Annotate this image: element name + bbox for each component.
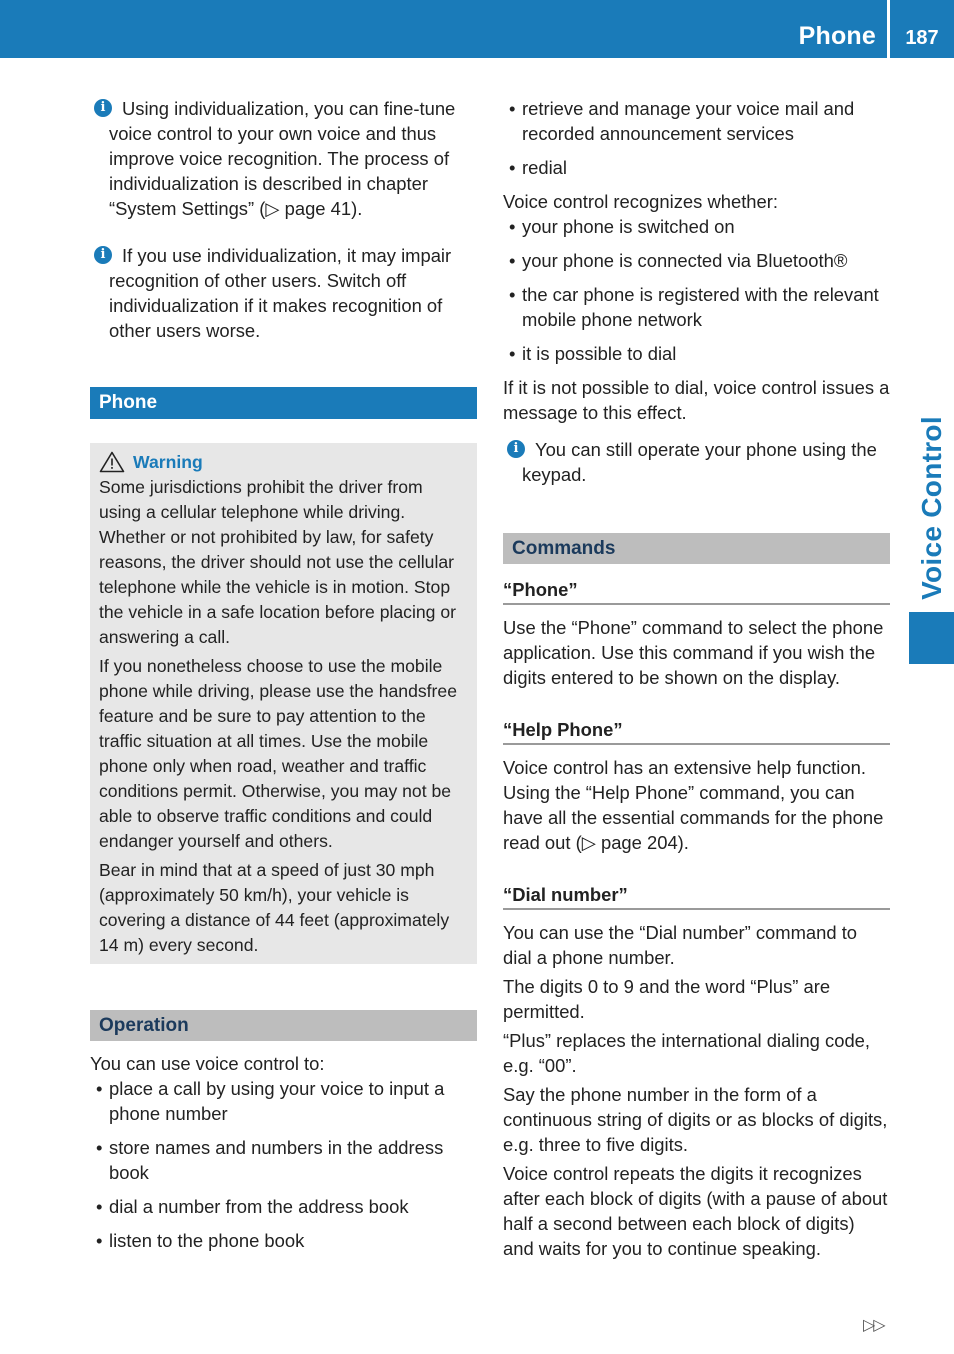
list-item: • place a call by using your voice to input a phone number bbox=[90, 1076, 477, 1126]
operation-list-continued bbox=[503, 96, 890, 180]
info-note-keypad bbox=[503, 437, 890, 487]
command-text: You can use the “Dial number” command to dial a phone number. bbox=[503, 922, 858, 968]
warning-paragraph: If you nonetheless choose to use the mobile phone while driving, please use the handsfree feature and be sure to pay attention to the traffic situation at all times. Use the mobile phone only when road, weather and traffic conditions permit. Otherwise, you may not be able to observe traffic conditions and could endanger yourself and others. bbox=[99, 656, 457, 851]
command-text: Use the “Phone” command to select the phone application. Use this command if you wish the digits entered to be shown on the display. bbox=[503, 617, 884, 688]
section-heading-operation: Operation bbox=[90, 1010, 477, 1041]
info-text: You can still operate your phone using the keypad. bbox=[522, 439, 877, 485]
command-text: Voice control has an extensive help function. Using the “Help Phone” command, you can have all the essential commands for the phone read out (▷ page 204). bbox=[503, 757, 884, 853]
continue-arrow-icon: ▷▷ bbox=[863, 1317, 884, 1334]
warning-box bbox=[90, 443, 477, 964]
list-item: • store names and numbers in the address book bbox=[90, 1135, 477, 1185]
warning-triangle-icon bbox=[99, 451, 125, 473]
command-text: “Plus” replaces the international dialing code, e.g. “00”. bbox=[503, 1030, 871, 1076]
info-text: If you use individualization, it may impair recognition of other users. Switch off individualization if it makes recognition of other users worse. bbox=[109, 245, 452, 341]
operation-list bbox=[90, 1076, 477, 1253]
list-item: • redial bbox=[503, 155, 890, 180]
list-item: • dial a number from the address book bbox=[90, 1194, 477, 1219]
side-tab-label: Voice Control bbox=[915, 416, 947, 600]
right-column bbox=[503, 96, 890, 1261]
recognizes-list bbox=[503, 214, 890, 366]
command-heading-help-phone: “Help Phone” bbox=[503, 718, 890, 745]
warning-paragraph: Bear in mind that at a speed of just 30 mph (approximately 50 km/h), your vehicle is covering a distance of 44 feet (approximately 14 m) every second. bbox=[99, 860, 450, 955]
left-column bbox=[90, 96, 477, 1262]
list-item: • your phone is connected via Bluetooth® bbox=[503, 248, 890, 273]
page-header-bar bbox=[0, 0, 954, 58]
page-number: 187 bbox=[905, 27, 939, 49]
command-heading-phone: “Phone” bbox=[503, 578, 890, 605]
warning-title: Warning bbox=[133, 451, 203, 472]
operation-intro: You can use voice control to: bbox=[90, 1053, 325, 1074]
section-heading-phone: Phone bbox=[90, 387, 477, 419]
recognizes-intro: Voice control recognizes whether: bbox=[503, 191, 778, 212]
not-possible-text: If it is not possible to dial, voice control issues a message to this effect. bbox=[503, 377, 890, 423]
side-tab-marker bbox=[909, 612, 954, 664]
info-text: Using individualization, you can fine-tune voice control to your own voice and thus improve voice recognition. The process of individualization is described in chapter “System Settings” (▷ page 41). bbox=[109, 98, 456, 219]
list-item: • your phone is switched on bbox=[503, 214, 890, 239]
command-heading-dial-number: “Dial number” bbox=[503, 883, 890, 910]
side-tab bbox=[909, 404, 954, 612]
warning-header bbox=[99, 449, 468, 475]
info-icon: i bbox=[507, 440, 525, 458]
list-item: • it is possible to dial bbox=[503, 341, 890, 366]
info-icon: i bbox=[94, 246, 112, 264]
list-item: • listen to the phone book bbox=[90, 1228, 477, 1253]
command-text: Voice control repeats the digits it recognizes after each block of digits (with a pause of about half a second between each block of digits) and waits for you to continue speaking. bbox=[503, 1163, 888, 1259]
command-text: Say the phone number in the form of a continuous string of digits or as blocks of digits, e.g. three to five digits. bbox=[503, 1084, 888, 1155]
info-note-other-users bbox=[90, 243, 477, 343]
info-note-individualization bbox=[90, 96, 477, 221]
section-title: Phone bbox=[798, 22, 876, 50]
command-text: The digits 0 to 9 and the word “Plus” are permitted. bbox=[503, 976, 831, 1022]
list-item: • the car phone is registered with the relevant mobile phone network bbox=[503, 282, 890, 332]
list-item: • retrieve and manage your voice mail and recorded announcement services bbox=[503, 96, 890, 146]
warning-paragraph: Some jurisdictions prohibit the driver from using a cellular telephone while driving. Whether or not prohibited by law, for safety reasons, the driver should not use the cellular telephone while the vehicle is in motion. Stop the vehicle in a safe location before placing or answering a call. bbox=[99, 477, 456, 647]
info-icon: i bbox=[94, 99, 112, 117]
section-heading-commands: Commands bbox=[503, 533, 890, 564]
